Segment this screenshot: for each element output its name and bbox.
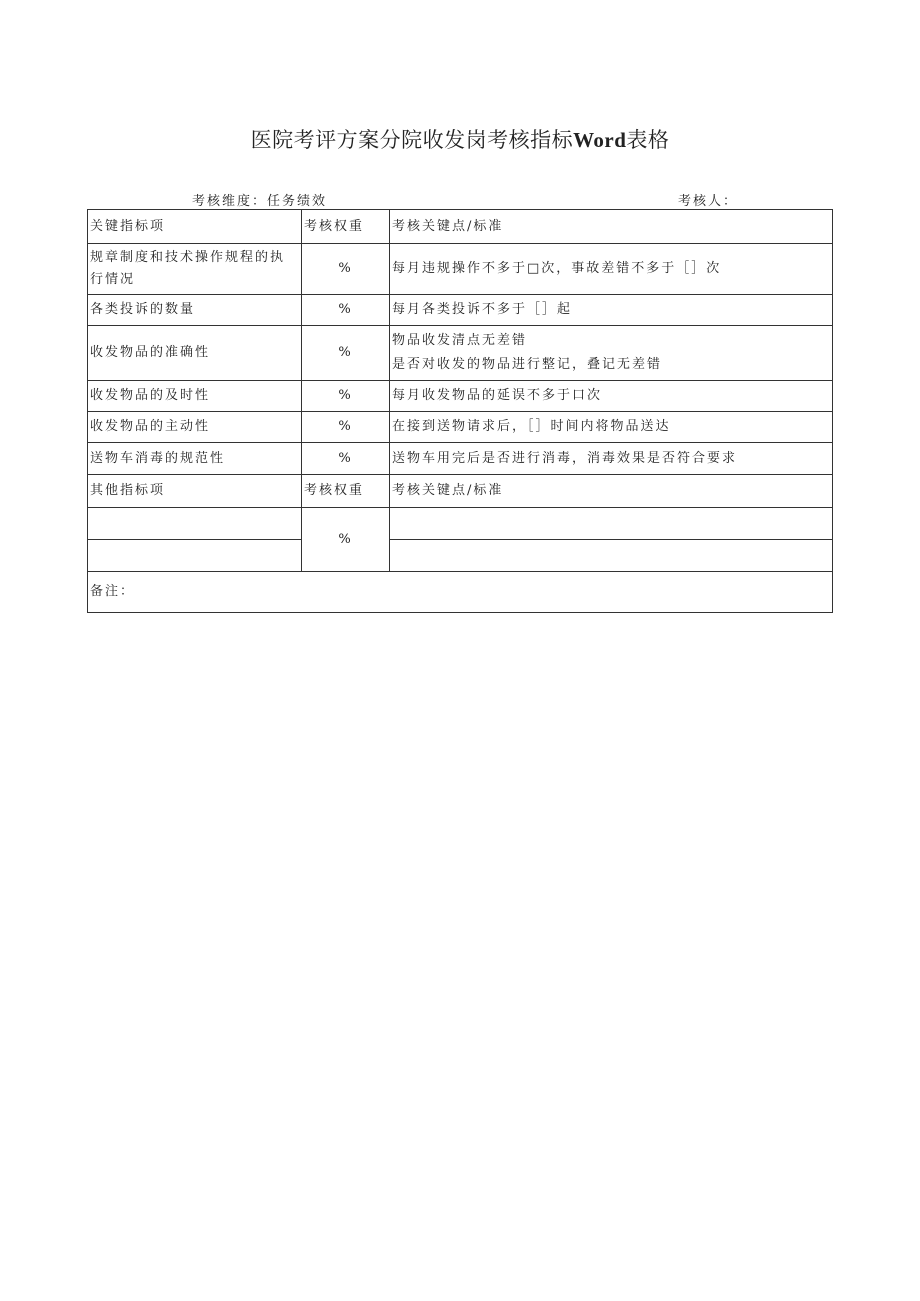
row-weight: %	[302, 443, 390, 475]
table-header-row	[88, 210, 833, 244]
row-criteria: 在接到送物请求后，［］时间内将物品送达	[390, 412, 833, 443]
criteria-line: 是否对收发的物品进行整记，叠记无差错	[392, 357, 663, 372]
table-row	[88, 295, 833, 326]
remark-label: 备注：	[88, 572, 833, 613]
page-title	[0, 124, 920, 154]
row-item: 规章制度和技术操作规程的执行情况	[88, 244, 302, 295]
row-weight: %	[302, 508, 390, 572]
table-row	[88, 443, 833, 475]
header-weight: 考核权重	[302, 475, 390, 508]
header-key-item: 关键指标项	[88, 210, 302, 244]
title-suffix: 表格	[626, 128, 670, 152]
row-item: 各类投诉的数量	[88, 295, 302, 326]
table-row	[88, 244, 833, 295]
table-row	[88, 508, 833, 540]
remark-row	[88, 572, 833, 613]
header-weight: 考核权重	[302, 210, 390, 244]
criteria-line: 物品收发清点无差错	[392, 333, 528, 348]
row-criteria: 每月违规操作不多于□次，事故差错不多于［］次	[390, 244, 833, 295]
row-item: 收发物品的准确性	[88, 326, 302, 381]
row-criteria: 每月收发物品的延误不多于口次	[390, 381, 833, 412]
title-word: Word	[573, 128, 627, 152]
row-weight: %	[302, 412, 390, 443]
header-criteria: 考核关键点/标准	[390, 475, 833, 508]
row-weight: %	[302, 295, 390, 326]
row-item: 收发物品的及时性	[88, 381, 302, 412]
row-criteria	[390, 326, 833, 381]
table-row	[88, 326, 833, 381]
row-item: 送物车消毒的规范性	[88, 443, 302, 475]
table-row	[88, 412, 833, 443]
other-header-row	[88, 475, 833, 508]
table-row	[88, 540, 833, 572]
row-item-empty	[88, 508, 302, 540]
row-item: 收发物品的主动性	[88, 412, 302, 443]
table-row	[88, 381, 833, 412]
header-other-item: 其他指标项	[88, 475, 302, 508]
row-weight: %	[302, 244, 390, 295]
row-criteria-empty	[390, 508, 833, 540]
reviewer-label: 考核人：	[678, 194, 739, 209]
row-weight: %	[302, 381, 390, 412]
row-weight: %	[302, 326, 390, 381]
row-item-empty	[88, 540, 302, 572]
assessment-table	[87, 209, 833, 613]
row-criteria: 每月各类投诉不多于［］起	[390, 295, 833, 326]
header-criteria: 考核关键点/标准	[390, 210, 833, 244]
row-criteria-empty	[390, 540, 833, 572]
row-criteria: 送物车用完后是否进行消毒，消毒效果是否符合要求	[390, 443, 833, 475]
title-text: 医院考评方案分院收发岗考核指标	[250, 128, 574, 152]
assessment-dimension: 考核维度：任务绩效	[192, 194, 328, 209]
